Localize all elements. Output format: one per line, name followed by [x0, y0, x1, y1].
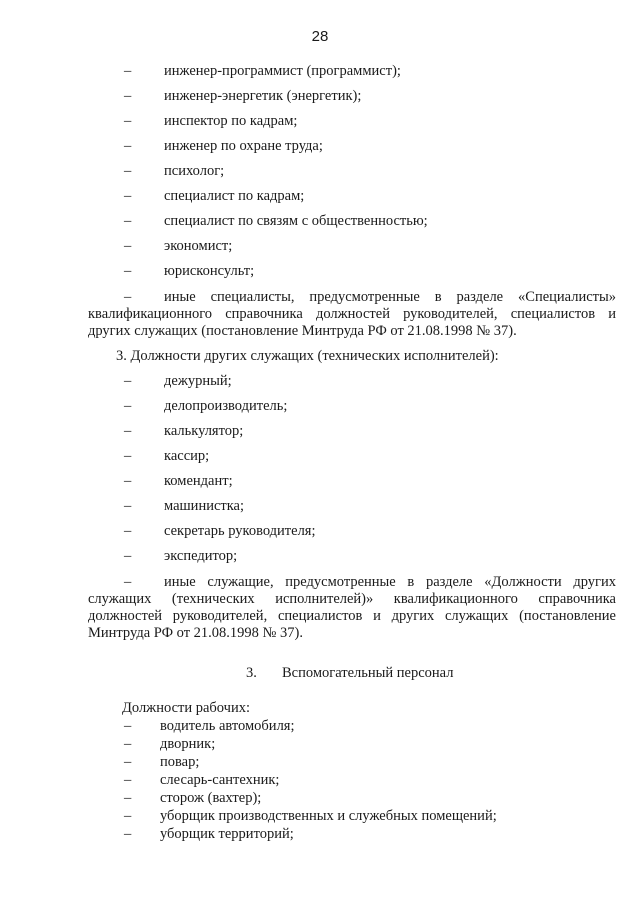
list-item: психолог;: [164, 163, 225, 179]
list-dash: –: [124, 163, 132, 179]
list-dash: –: [124, 263, 132, 279]
list-item: юрисконсульт;: [164, 263, 255, 279]
list-dash: –: [124, 373, 132, 389]
list-item: инженер-энергетик (энергетик);: [164, 88, 362, 104]
list-item: калькулятор;: [164, 423, 244, 439]
list-dash: –: [124, 772, 132, 788]
list-dash: –: [124, 498, 132, 514]
list-item: дворник;: [160, 736, 216, 752]
list-dash: –: [124, 423, 132, 439]
list-item: экономист;: [164, 238, 233, 254]
list-item: слесарь-сантехник;: [160, 772, 280, 788]
list-dash: –: [124, 289, 132, 305]
list-item: комендант;: [164, 473, 233, 489]
list-dash: –: [124, 238, 132, 254]
paragraph-line: других служащих (постановление Минтруда РФ от 21.08.1998 № 37).: [88, 323, 517, 339]
list-dash: –: [124, 113, 132, 129]
list-dash: –: [124, 88, 132, 104]
paragraph-line: служащих (технических исполнителей)» квалификационного справочника: [88, 591, 616, 607]
list-dash: –: [124, 826, 132, 842]
list-dash: –: [124, 574, 132, 590]
paragraph-line: должностей руководителей, специалистов и других служащих (постановление: [88, 608, 616, 624]
list-dash: –: [124, 808, 132, 824]
list-item: специалист по связям с общественностью;: [164, 213, 428, 229]
list-item: кассир;: [164, 448, 210, 464]
list-dash: –: [124, 548, 132, 564]
page-number: 28: [311, 28, 329, 45]
list-item: дежурный;: [164, 373, 232, 389]
list-dash: –: [124, 754, 132, 770]
paragraph-line: Минтруда РФ от 21.08.1998 № 37).: [88, 625, 303, 641]
section-number: 3.: [246, 665, 257, 681]
list-item: уборщик территорий;: [160, 826, 294, 842]
list-dash: –: [124, 188, 132, 204]
list-item: секретарь руководителя;: [164, 523, 316, 539]
list-item: инженер-программист (программист);: [164, 63, 401, 79]
list-dash: –: [124, 790, 132, 806]
list-dash: –: [124, 736, 132, 752]
list-item: сторож (вахтер);: [160, 790, 262, 806]
list-item: водитель автомобиля;: [160, 718, 295, 734]
list-dash: –: [124, 448, 132, 464]
list-dash: –: [124, 213, 132, 229]
list-dash: –: [124, 398, 132, 414]
list-dash: –: [124, 523, 132, 539]
list-item: инспектор по кадрам;: [164, 113, 298, 129]
list-dash: –: [124, 63, 132, 79]
list-dash: –: [124, 473, 132, 489]
paragraph-line: квалификационного справочника должностей руководителей, специалистов и: [88, 306, 616, 322]
list-item: специалист по кадрам;: [164, 188, 305, 204]
paragraph-line: иные служащие, предусмотренные в разделе «Должности других: [164, 574, 616, 590]
list-item: инженер по охране труда;: [164, 138, 323, 154]
list-heading: 3. Должности других служащих (технических исполнителей):: [116, 348, 499, 364]
list-item: делопроизводитель;: [164, 398, 288, 414]
paragraph-line: иные специалисты, предусмотренные в разделе «Специалисты»: [164, 289, 616, 305]
list-item: уборщик производственных и служебных помещений;: [160, 808, 497, 824]
list-item: экспедитор;: [164, 548, 238, 564]
list-item: повар;: [160, 754, 200, 770]
list-dash: –: [124, 718, 132, 734]
workers-title: Должности рабочих:: [122, 700, 251, 716]
section-title: Вспомогательный персонал: [282, 665, 454, 681]
list-dash: –: [124, 138, 132, 154]
list-item: машинистка;: [164, 498, 245, 514]
